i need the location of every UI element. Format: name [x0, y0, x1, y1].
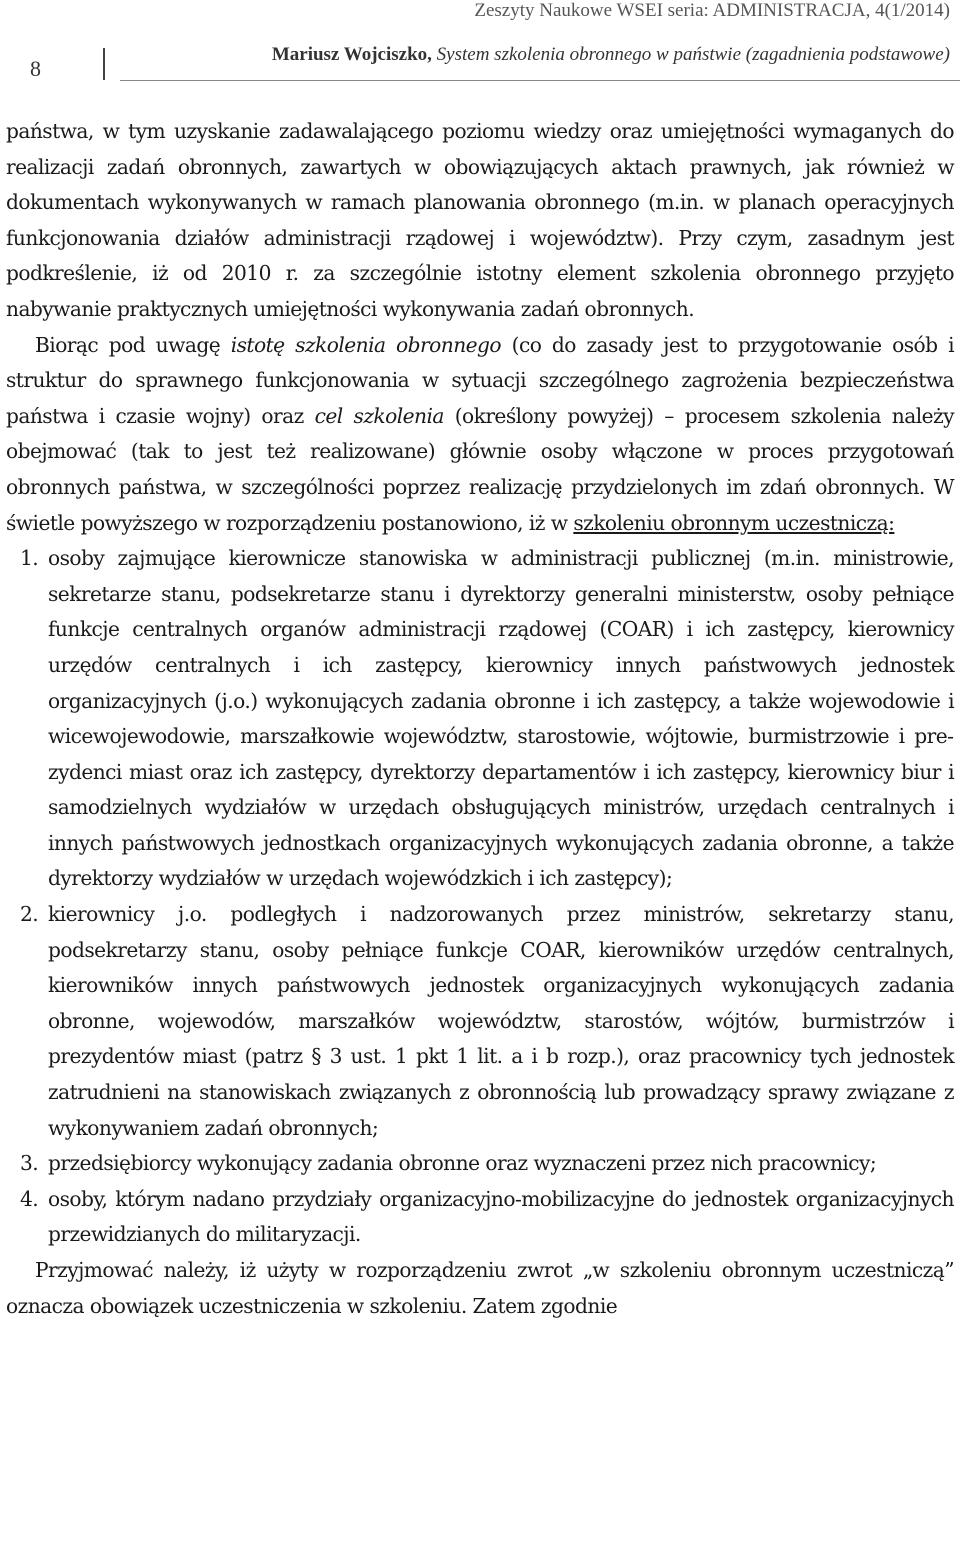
- header-divider: [103, 48, 105, 80]
- paragraph-1: państwa, w tym uzyskanie zadawalającego poziomu wiedzy oraz umiejętności wymaganych do realizacji zadań obronnych, zawartych w obowiązujących aktach prawnych, jak również w dokumentach wykonywanych w ramach planowania obronnego (m.in. w planach operacyjnych funkcjonowania działów administracji rządowej i województw). Przy czym, zasadnym jest podkreślenie, iż od 2010 r. za szczególnie istotny element szkolenia obronnego przyjęto nabywanie praktycznych umiejętności wykonywania zadań obronnych.: [6, 119, 954, 321]
- list-item-number: 1.: [20, 546, 39, 571]
- article-body: [6, 114, 954, 1324]
- list-item-text: kierownicy j.o. podległych i nadzorowanych przez ministrów, sekretarzy stanu, podsekretarzy stanu, osoby pełniące funkcje COAR, kierowników urzędów centralnych, kierowników innych państwowych jednostek organizacyjnych wykonujących zadania obronne, wojewodów, marszałków województw, starostów, wójtów, burmistrzów i prezydentów miast (patrz § 3 ust. 1 pkt 1 lit. a i b rozp.), oraz pracownicy tych jednostek zatrudnieni na stanowiskach związanych z obronnością lub prowadzący sprawy związane z wykonywaniem zadań obronnych;: [48, 902, 954, 1140]
- running-head: [272, 44, 950, 66]
- list-item-text: osoby, którym nadano przydziały organizacyjno-mobilizacyjne do jednostek organizacyjnych przewidzianych do militaryzacji.: [48, 1186, 954, 1247]
- list-item-number: 3.: [20, 1151, 39, 1176]
- running-head-title: System szkolenia obronnego w państwie (zagadnienia podstawowe): [436, 44, 950, 65]
- list-item-number: 4.: [20, 1186, 39, 1211]
- list-item: [6, 541, 954, 897]
- journal-title: Zeszyty Naukowe WSEI seria: ADMINISTRACJA, 4(1/2014): [474, 0, 950, 21]
- list-item-number: 2.: [20, 902, 39, 927]
- list-item: [6, 897, 954, 1146]
- emphasis-istota: istotę szkolenia obronnego: [230, 332, 502, 357]
- list-item-text: przedsiębiorcy wykonujący zadania obronne oraz wyznaczeni przez nich pracownicy;: [48, 1151, 877, 1176]
- list-item-text: osoby zajmujące kierownicze stanowiska w administracji publicznej (m.in. ministrowie, sekretarze stanu, podsekretarze stanu i dyrektorzy generalni ministerstw, osoby pełniące funkcje centralnych organów administracji rządowej (COAR) i ich zastępcy, kierownicy urzędów centralnych i ich zastępcy, kierownicy innych państwowych jednostek organizacyjnych (j.o.) wykonujących zadania obronne i ich zastępcy, a także wojewodowie i wicewojewodowie, marszałkowie województw, starostowie, wójtowie, burmistrzowie i prezydenci miast oraz ich zastępcy, dyrektorzy departamentów i ich zastępcy, kierownicy biur i samodzielnych wydziałów w urzędach obsługujących ministrów, urzędach centralnych i innych państwowych jednostkach organizacyjnych wykonujących zadania obronne, a także dyrektorzy wydziałów w urzędach wojewódzkich i ich zastępcy);: [48, 546, 954, 891]
- paragraph-2-text-a: Biorąc pod uwagę: [35, 332, 231, 357]
- list-item: [6, 1182, 954, 1253]
- paragraph-2-text-b: (co do zasady jest to przygotowanie osób i struktur do sprawnego funkcjonowania w sytuacji szczególnego zagrożenia bezpieczeństwa państwa i czasie wojny) oraz: [6, 332, 954, 428]
- page-number: 8: [30, 56, 41, 81]
- underlined-phrase: szkoleniu obronnym uczestniczą:: [573, 510, 895, 535]
- paragraph-2-text-c: (określony powyżej) – procesem szkolenia należy obejmować (tak to jest też realizowane) głównie osoby włączone w proces przygotowań obronnych państwa, w szczególności poprzez realizację przydzielonych im zdań obronnych. W świetle powyższego w rozporządzeniu postanowiono, iż w: [6, 403, 954, 535]
- running-head-author: Mariusz Wojciszko,: [271, 44, 432, 65]
- paragraph-2: [6, 328, 954, 542]
- paragraph-3: Przyjmować należy, iż użyty w rozporządzeniu zwrot „w szkoleniu obronnym uczestniczą” oznacza obowiązek uczestniczenia w szkoleniu. Zatem zgodnie: [6, 1258, 954, 1318]
- header-rule: [120, 80, 960, 81]
- list-item: [6, 1146, 954, 1182]
- emphasis-cel: cel szkolenia: [314, 403, 444, 428]
- participants-list: [6, 541, 954, 1253]
